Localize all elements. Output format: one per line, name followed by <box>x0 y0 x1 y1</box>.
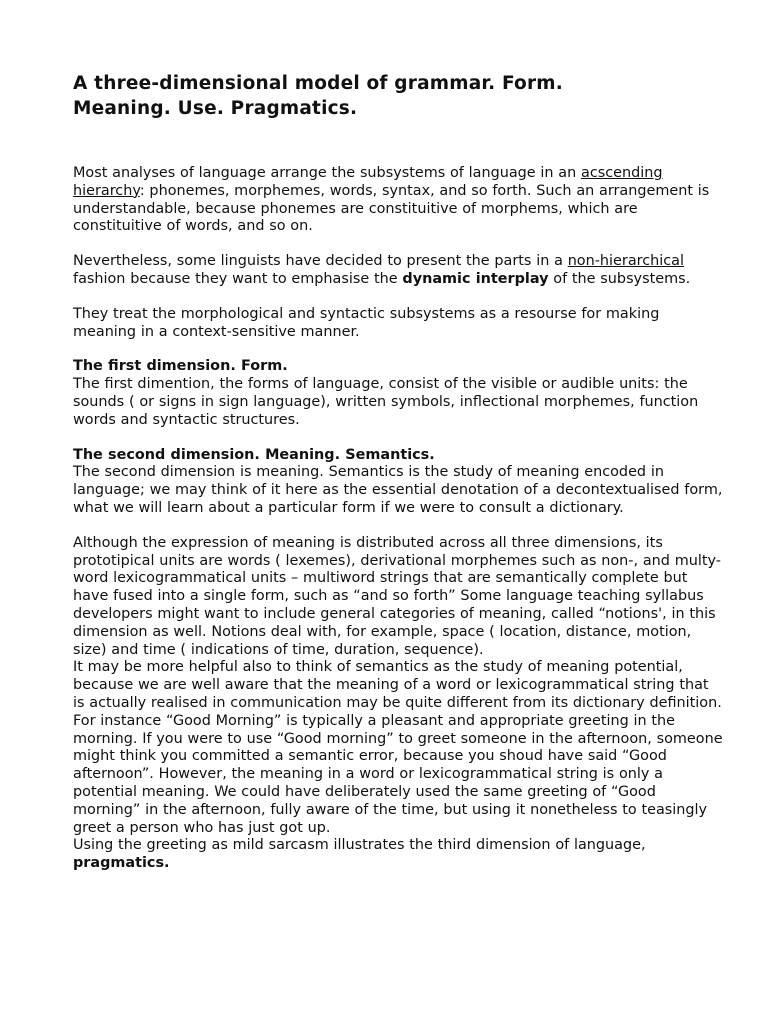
paragraph-intro <box>73 165 723 236</box>
section-form-body: The first dimention, the forms of language, consist of the visible or audible units: the sounds ( or signs in sign language), written symbols, inflectional morphemes, function words and syntactic structures. <box>73 376 699 428</box>
section-meaning <box>73 447 723 518</box>
paragraph-non-hierarchical-text-middle: fashion because they want to emphasise the <box>73 270 403 287</box>
paragraph-intro-text-start: Most analyses of language arrange the subsystems of language in an <box>73 165 582 181</box>
paragraph-non-hierarchical-text-end: of the subsystems. <box>548 270 691 287</box>
paragraph-greeting-text: Using the greeting as mild sarcasm illustrates the third dimension of language, <box>73 837 646 854</box>
non-hierarchical-link[interactable]: non-hierarchical <box>567 253 684 270</box>
paragraph-semantics: It may be more helpful also to think of semantics as the study of meaning potential, because we are well aware that the meaning of a word or lexicogrammatical string that is actually realised in communication may be quite different from its dictionary definition. For instance “Good Morning” is typically a pleasant and appropriate greeting in the morning. If you were to use “Good morning” to greet someone in the afternoon, someone might think you committed a semantic error, because you shoud have said “Good afternoon”. However, the meaning in a word or lexicogrammatical string is only a potential meaning. We could have deliberately used the same greeting of “Good morning” in the afternoon, fully aware of the time, but using it nonetheless to teasingly greet a person who has just got up. <box>73 659 723 836</box>
section-form-heading: The first dimension. Form. <box>73 358 288 375</box>
document-page <box>73 71 723 873</box>
paragraph-expression: Although the expression of meaning is distributed across all three dimensions, its prototipical units are words ( lexemes), derivational morphemes such as non-, and multy-word lexicogrammatical units – multiword strings that are semantically complete but have fused into a single form, such as “and so forth” Some language teaching syllabus developers might want to include general categories of meaning, called “notions', in this dimension as well. Notions deal with, for example, space ( location, distance, motion, size) and time ( indications of time, duration, sequence). <box>73 534 721 658</box>
paragraph-non-hierarchical-text-start: Nevertheless, some linguists have decided to present the parts in a <box>73 253 568 270</box>
document-title: A three-dimensional model of grammar. Form. Meaning. Use. Pragmatics. <box>73 73 563 119</box>
paragraph-greeting <box>73 837 723 873</box>
section-meaning-heading: The second dimension. Meaning. Semantics. <box>73 446 435 463</box>
section-meaning-body: The second dimension is meaning. Semantics is the study of meaning encoded in language; we may think of it here as the essential denotation of a decontextualised form, what we will learn about a particular form if we were to consult a dictionary. <box>73 464 723 516</box>
ascending-hierarchy-link[interactable]: acscending hierarchy <box>73 165 663 199</box>
paragraph-resource: They treat the morphological and syntactic subsystems as a resourse for making meaning in a context-sensitive manner. <box>73 305 660 340</box>
paragraph-intro-text-end: : phonemes, morphemes, words, syntax, and so forth. Such an arrangement is understandable, because phonemes are constituitive of morphems, which are constituitive of words, and so on. <box>73 182 710 235</box>
dynamic-interplay-emphasis: dynamic interplay <box>402 270 549 287</box>
pragmatics-emphasis: pragmatics. <box>73 855 170 872</box>
section-form <box>73 358 723 429</box>
paragraph-non-hierarchical <box>73 253 723 289</box>
